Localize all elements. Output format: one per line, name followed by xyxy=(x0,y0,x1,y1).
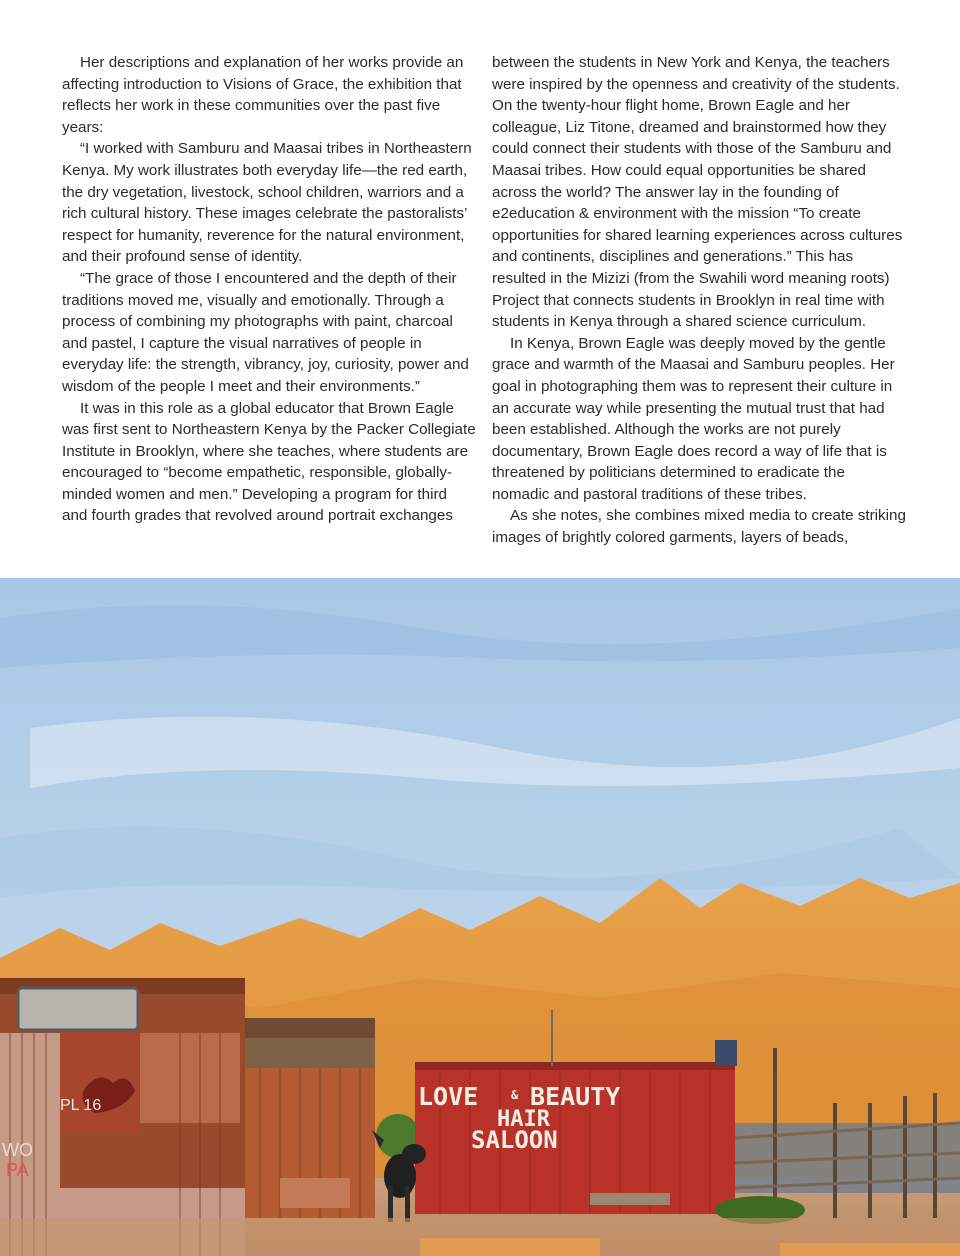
paragraph: It was in this role as a global educator that Brown Eagle was first sent to Northeastern Kenya by the Packer Collegiate Institute in Brooklyn, where she teaches, where students are encouraged to “become empathetic, responsible, globally-minded women and men.” Developing a program for third and fourth grades that revolved around portrait exchanges xyxy=(62,399,476,525)
paragraph: between the students in New York and Kenya, the teachers were inspired by the openness and creativity of the students. On the twenty-hour flight home, Brown Eagle and her colleague, Liz Titone, dreamed and brainstormed how they could connect their students with those of the Samburu and Maasai tribes. How could equal opportunities be shared across the world? The answer lay in the founding of e2education & environment with the mission “To create opportunities for shared learning experiences across cultures and continents, disciplines and generations.” This has resulted in the Mizizi (from the Swahili word meaning roots) Project that connects students in Brooklyn in real time with students in Kenya through a shared science curriculum. xyxy=(492,54,903,331)
sign-saloon: SALOON xyxy=(471,1126,558,1154)
sign-beauty: BEAUTY xyxy=(530,1082,621,1111)
wooden-shed xyxy=(245,1018,375,1218)
artwork-image xyxy=(0,578,960,1256)
shack-graffiti-text: WO xyxy=(2,1140,33,1160)
paragraph: “The grace of those I encountered and the depth of their traditions moved me, visually and emotionally. Through a process of combining my photographs with paint, charcoal and pastel, I capture the visual narratives of people in everyday life: the strength, vibrancy, joy, curiosity, power and wisdom of the people I meet and their environments.” xyxy=(62,269,469,395)
sign-ampersand: & xyxy=(511,1088,519,1102)
paragraph: “I worked with Samburu and Maasai tribes in Northeastern Kenya. My work illustrates both everyday life—the red earth, the dry vegetation, livestock, school children, warriors and a rich cultural history. These images celebrate the pastoralists’ respect for humanity, reverence for the natural environment, and their profound sense of identity. xyxy=(62,140,472,266)
article-right-column xyxy=(492,52,906,549)
artwork-svg xyxy=(0,578,960,1256)
paragraph: Her descriptions and explanation of her works provide an affecting introduction to Visions of Grace, the exhibition that reflects her work in these communities over the past five years: xyxy=(62,54,464,136)
shack-graffiti-text: PA xyxy=(6,1160,29,1180)
corrugated-shack xyxy=(0,978,245,1256)
paragraph: As she notes, she combines mixed media to create striking images of brightly colored garments, layers of beads, xyxy=(492,507,906,547)
shack-graffiti-text: PL 16 xyxy=(60,1097,102,1114)
sign-hair: HAIR xyxy=(497,1107,550,1132)
sign-love: LOVE xyxy=(418,1082,479,1111)
paragraph: In Kenya, Brown Eagle was deeply moved by the gentle grace and warmth of the Maasai and Samburu peoples. Her goal in photographing them was to represent their culture in an accurate way while presenting the mutual trust that had been established. Although the works are not purely documentary, Brown Eagle does record a way of life that is threatened by politicians determined to eradicate the nomadic and pastoral traditions of these tribes. xyxy=(492,334,895,503)
article-left-column xyxy=(62,52,476,527)
